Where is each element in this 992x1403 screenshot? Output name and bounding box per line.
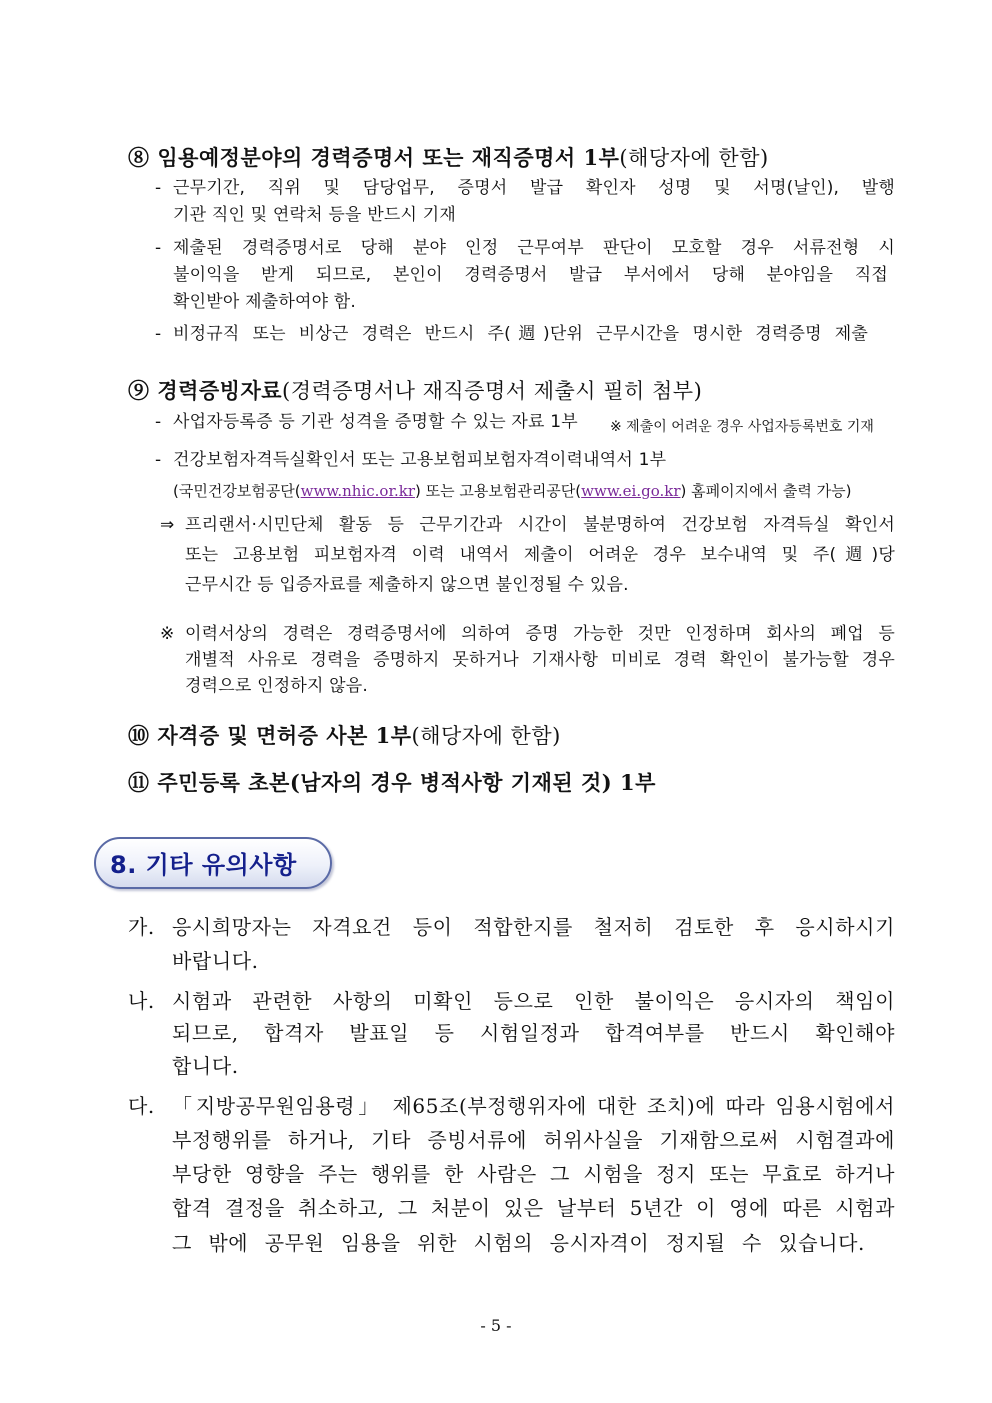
note-da-line2: 부정행위를 하거나, 기타 증빙서류에 허위사실을 기재함으로써 시험결과에 bbox=[172, 1128, 895, 1152]
note-na-line1: 시험과 관련한 사항의 미확인 등으로 인한 불이익은 응시자의 책임이 bbox=[172, 989, 895, 1013]
item10-note: (해당자에 한함) bbox=[411, 724, 561, 748]
item11-marker: ⑪ bbox=[128, 770, 150, 795]
arrow-icon: ⇒ bbox=[160, 515, 175, 535]
nhic-link[interactable]: www.nhic.or.kr bbox=[300, 482, 415, 500]
item8-bullet2-line3: 확인받아 제출하여야 함. bbox=[173, 292, 357, 312]
item9-bullet2-dash: - bbox=[155, 450, 162, 470]
note-da-line1: 「지방공무원임용령」 제65조(부정행위자에 대한 조치)에 따라 임용시험에서 bbox=[172, 1094, 895, 1118]
item8-bullet2-line1: 제출된 경력증명서로 당해 분야 인정 근무여부 판단이 모호할 경우 서류전형 시 bbox=[173, 238, 895, 258]
note-na-line3: 합니다. bbox=[172, 1054, 239, 1078]
item9-marker: ⑨ bbox=[128, 378, 150, 403]
section8-title: 8. 기타 유의사항 bbox=[110, 851, 297, 879]
note-na-line2: 되므로, 합격자 발표일 등 시험일정과 합격여부를 반드시 확인해야 bbox=[172, 1021, 895, 1045]
item8-marker: ⑧ bbox=[128, 145, 150, 170]
page-number: - 5 - bbox=[480, 1316, 512, 1335]
ei-link[interactable]: www.ei.go.kr bbox=[581, 482, 681, 500]
note-da-line3: 부당한 영향을 주는 행위를 한 사람은 그 시험을 정지 또는 무효로 하거나 bbox=[172, 1162, 895, 1186]
item8-note: (해당자에 한함) bbox=[619, 146, 769, 170]
item10-heading bbox=[128, 720, 561, 750]
item9-paren-b: ) 또는 고용보험관리공단( bbox=[415, 482, 582, 500]
item9-note: (경력증명서나 재직증명서 제출시 필히 첨부) bbox=[282, 379, 703, 403]
item9-paren-a: (국민건강보험공단( bbox=[173, 482, 301, 500]
note-da-line5: 그 밖에 공무원 임용을 위한 시험의 응시자격이 정지될 수 있습니다. bbox=[172, 1231, 865, 1255]
item9-bullet1-note: ※ 제출이 어려운 경우 사업자등록번호 기재 bbox=[610, 419, 874, 435]
item10-marker: ⑩ bbox=[128, 723, 150, 748]
item9-ref-line3: 경력으로 인정하지 않음. bbox=[185, 676, 369, 696]
item8-bullet2-line2: 불이익을 받게 되므로, 본인이 경력증명서 발급 부서에서 당해 분야임을 직접 bbox=[173, 265, 888, 285]
item11-title: 주민등록 초본(남자의 경우 병적사항 기재된 것) 1부 bbox=[157, 770, 656, 795]
item9-bullet1-dash: - bbox=[155, 412, 162, 432]
note-ga-label: 가. bbox=[128, 915, 155, 939]
item8-bullet2-dash: - bbox=[155, 238, 162, 258]
item8-bullet1-dash: - bbox=[155, 178, 162, 198]
item9-bullet2-sources bbox=[173, 480, 851, 501]
item8-bullet3-dash: - bbox=[155, 324, 162, 344]
item10-title: 자격증 및 면허증 사본 1부 bbox=[157, 723, 412, 748]
item9-arrow-line1: 프리랜서·시민단체 활동 등 근무기간과 시간이 불분명하여 건강보험 자격득실 확인서 bbox=[185, 515, 895, 535]
item8-title: 임용예정분야의 경력증명서 또는 재직증명서 1부 bbox=[157, 145, 620, 170]
item9-heading bbox=[128, 375, 702, 405]
item9-arrow-line2: 또는 고용보험 피보험자격 이력 내역서 제출이 어려운 경우 보수내역 및 주(週)당 bbox=[185, 545, 895, 565]
item9-arrow-line3: 근무시간 등 입증자료를 제출하지 않으면 불인정될 수 있음. bbox=[185, 575, 629, 595]
item9-ref-line2: 개별적 사유로 경력을 증명하지 못하거나 기재사항 미비로 경력 확인이 불가능할 경우 bbox=[185, 650, 895, 670]
note-na-label: 나. bbox=[128, 989, 155, 1013]
reference-mark-icon: ※ bbox=[160, 624, 175, 644]
note-ga-line1: 응시희망자는 자격요건 등이 적합한지를 철저히 검토한 후 응시하시기 bbox=[172, 915, 895, 939]
note-da-line4: 합격 결정을 취소하고, 그 처분이 있은 날부터 5년간 이 영에 따른 시험과 bbox=[172, 1196, 895, 1220]
item9-ref-line1: 이력서상의 경력은 경력증명서에 의하여 증명 가능한 것만 인정하며 회사의 폐업 등 bbox=[185, 624, 895, 644]
item9-paren-c: ) 홈페이지에서 출력 가능) bbox=[680, 482, 852, 500]
item8-bullet1-line2: 기관 직인 및 연락처 등을 반드시 기재 bbox=[173, 205, 456, 225]
note-da-label: 다. bbox=[128, 1094, 155, 1118]
item8-bullet3-line1: 비정규직 또는 비상근 경력은 반드시 주(週)단위 근무시간을 명시한 경력증명 제출 bbox=[173, 324, 868, 344]
item8-heading bbox=[128, 142, 769, 172]
item9-title: 경력증빙자료 bbox=[157, 378, 283, 403]
item9-bullet1-text: 사업자등록증 등 기관 성격을 증명할 수 있는 자료 1부 bbox=[173, 412, 578, 432]
item9-bullet2-text: 건강보험자격득실확인서 또는 고용보험피보험자격이력내역서 1부 bbox=[173, 450, 667, 470]
item8-bullet1-line1: 근무기간, 직위 및 담당업무, 증명서 발급 확인자 성명 및 서명(날인), 발행 bbox=[173, 178, 895, 198]
item11-heading bbox=[128, 767, 656, 797]
note-ga-line2: 바랍니다. bbox=[172, 949, 259, 973]
